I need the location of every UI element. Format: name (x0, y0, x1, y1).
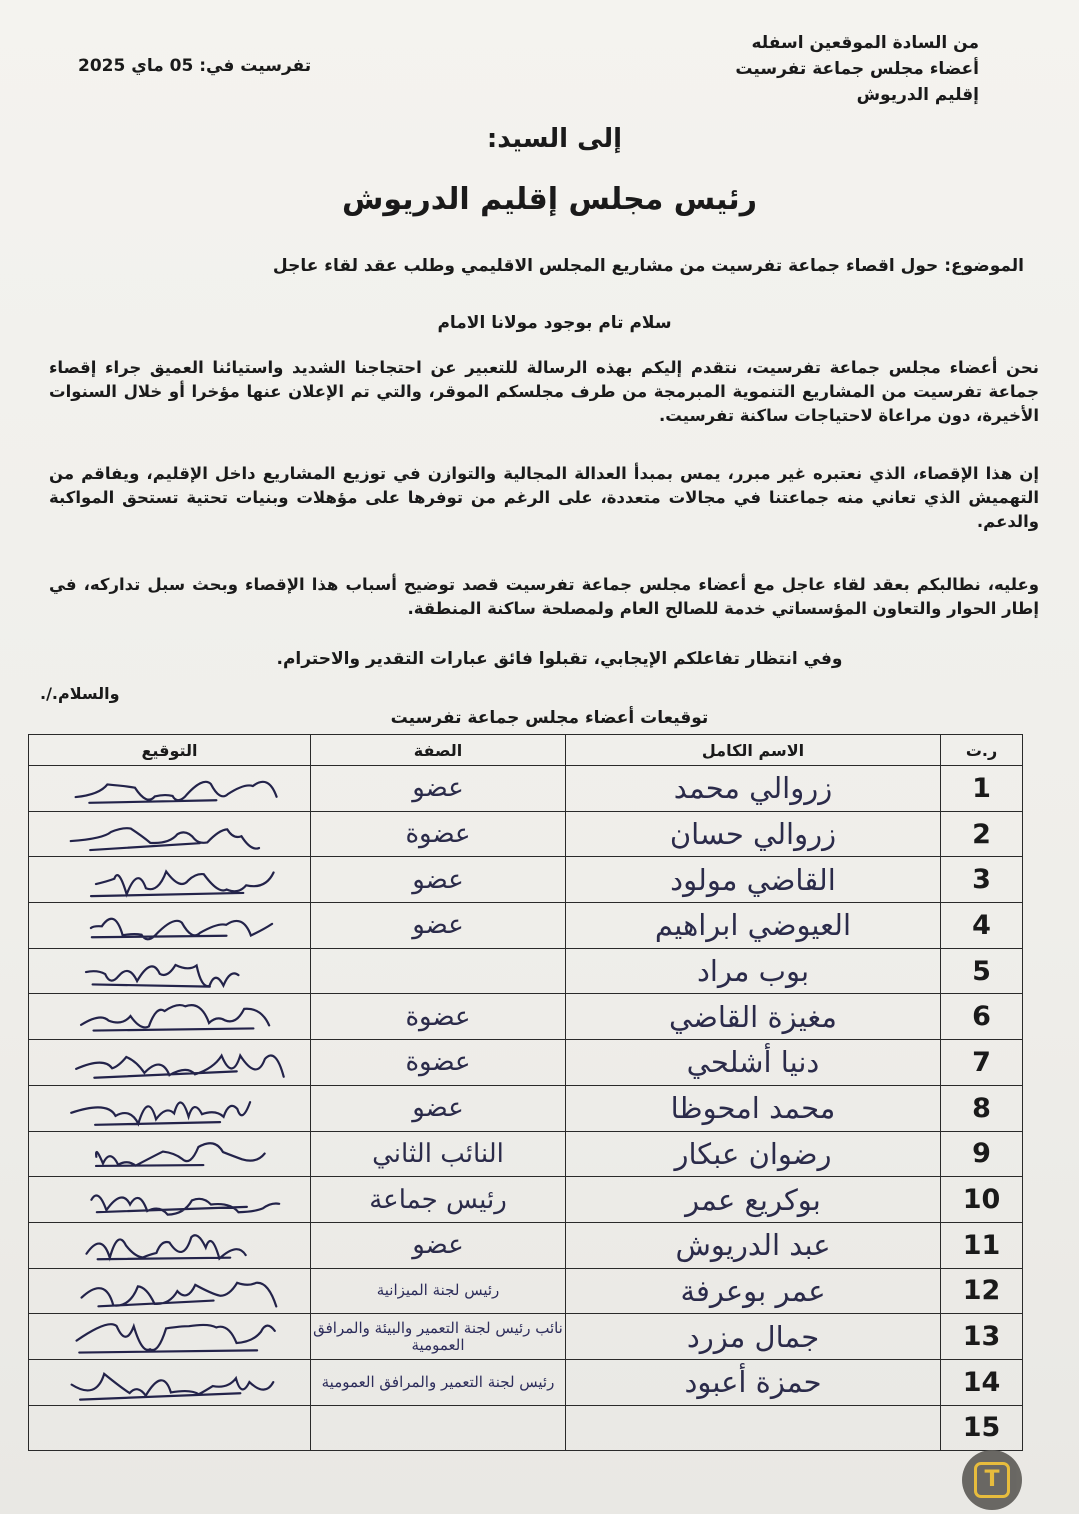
header-name: الاسم الكامل (566, 735, 941, 766)
row-number: 4 (941, 903, 1023, 949)
body-paragraph-1: نحن أعضاء مجلس جماعة تفرسيت، نتقدم إليكم بهذه الرسالة للتعبير عن احتجاجنا الشديد واستيائنا العميق جراء إقصاء جماعة تفرسيت من المشاريع التنموية المبرمجة من طرف مجلسكم الموقر، والتي تم الإعلان عنها مؤخرا أو خلال السنوات الأخيرة، دون مراعاة لاحتياجات ساكنة تفرسيت. (49, 358, 1039, 425)
row-number: 2 (941, 811, 1023, 857)
handwritten-signature (29, 1177, 310, 1222)
signature-stroke (96, 1143, 265, 1166)
signature-cell (29, 1222, 311, 1268)
signature-cell (29, 1085, 311, 1131)
table-header-row (29, 735, 1023, 766)
handwritten-signature (29, 994, 310, 1039)
header-role: الصفة (311, 735, 566, 766)
greeting: سلام تام بوجود مولانا الامام (437, 313, 672, 333)
row-number: 12 (941, 1268, 1023, 1314)
signatures-title: توقيعات أعضاء مجلس جماعة تفرسيت (390, 708, 709, 728)
subject-line: الموضوع: حول اقصاء جماعة تفرسيت من مشاريع المجلس الاقليمي وطلب عقد لقاء عاجل (272, 256, 1024, 276)
member-name: مغيزة القاضي (566, 994, 941, 1040)
handwritten-signature (29, 812, 310, 857)
member-name: القاضي مولود (566, 857, 941, 903)
member-name: العيوضي ابراهيم (566, 903, 941, 949)
member-role: عضو (311, 1085, 566, 1131)
member-name: بوب مراد (566, 948, 941, 994)
text-recognition-button[interactable] (962, 1450, 1022, 1510)
table-row (29, 1131, 1023, 1177)
signature-stroke (72, 1374, 274, 1400)
signatures-body (29, 766, 1023, 1451)
signature-stroke (86, 965, 238, 987)
handwritten-signature (29, 1132, 310, 1177)
member-name: بوكريع عمر (566, 1177, 941, 1223)
signature-cell (29, 994, 311, 1040)
signature-cell (29, 811, 311, 857)
member-role: رئيس لجنة التعمير والمرافق العمومية (311, 1359, 566, 1405)
body-paragraph-2: إن هذا الإقصاء، الذي نعتبره غير مبرر، يمس بمبدأ العدالة المجالية والتوازن في توزيع المشاريع داخل الإقليم، ويفاقم من التهميش الذي تعاني منه جماعتنا في مجالات متعددة، على الرغم من توفرها على مؤهلات وبنيات تحتية تستحق المواكبة والدعم. (49, 464, 1039, 531)
member-name: عبد الدريوش (566, 1222, 941, 1268)
member-role: رئيس لجنة الميزانية (311, 1268, 566, 1314)
handwritten-signature (29, 1040, 310, 1085)
closing-line: وفي انتظار تفاعلكم الإيجابي، تقبلوا فائق عبارات التقدير والاحترام. (276, 649, 843, 669)
member-role: عضو (311, 857, 566, 903)
signature-stroke (91, 1196, 279, 1215)
member-role: عضو (311, 766, 566, 812)
sender-line: أعضاء مجلس جماعة تفرسيت (735, 59, 979, 79)
signature-stroke (71, 1102, 250, 1125)
row-number: 15 (941, 1405, 1023, 1451)
signature-cell (29, 1040, 311, 1086)
table-row (29, 1040, 1023, 1086)
handwritten-signature (29, 857, 310, 902)
signature-cell (29, 948, 311, 994)
member-role: عضو (311, 903, 566, 949)
table-row (29, 903, 1023, 949)
handwritten-signature (29, 1269, 310, 1314)
member-role: عضوة (311, 1040, 566, 1086)
salutation: والسلام./. (40, 684, 120, 703)
member-name: رضوان عبكار (566, 1131, 941, 1177)
member-name: دنيا أشلحي (566, 1040, 941, 1086)
table-row (29, 857, 1023, 903)
sender-line: إقليم الدريوش (856, 85, 979, 105)
row-number: 11 (941, 1222, 1023, 1268)
member-name: جمال مزرد (566, 1314, 941, 1360)
signature-cell (29, 1405, 311, 1451)
member-role (311, 948, 566, 994)
handwritten-signature (29, 766, 310, 811)
signature-stroke (91, 872, 274, 897)
signature-stroke (81, 1006, 269, 1031)
signature-stroke (71, 828, 259, 850)
handwritten-signature (29, 903, 310, 948)
recipient-title: رئيس مجلس إقليم الدريوش (342, 182, 757, 217)
handwritten-signature (29, 1086, 310, 1131)
member-name (566, 1405, 941, 1451)
member-name: زروالي محمد (566, 766, 941, 812)
table-row (29, 766, 1023, 812)
row-number: 1 (941, 766, 1023, 812)
signature-cell (29, 1177, 311, 1223)
row-number: 9 (941, 1131, 1023, 1177)
row-number: 6 (941, 994, 1023, 1040)
row-number: 8 (941, 1085, 1023, 1131)
signature-cell (29, 1359, 311, 1405)
table-row (29, 1314, 1023, 1360)
signature-stroke (77, 1324, 275, 1352)
member-name: حمزة أعبود (566, 1359, 941, 1405)
row-number: 14 (941, 1359, 1023, 1405)
table-row (29, 1222, 1023, 1268)
signatures-table (28, 734, 1023, 1451)
handwritten-signature (29, 1360, 310, 1405)
header-num: ر.ت (941, 735, 1023, 766)
signature-cell (29, 903, 311, 949)
table-row (29, 1359, 1023, 1405)
row-number: 3 (941, 857, 1023, 903)
table-row (29, 1177, 1023, 1223)
signature-stroke (87, 1235, 246, 1259)
signature-cell (29, 766, 311, 812)
row-number: 13 (941, 1314, 1023, 1360)
row-number: 10 (941, 1177, 1023, 1223)
member-role: عضوة (311, 811, 566, 857)
signature-stroke (76, 782, 277, 803)
member-name: محمد امحوظا (566, 1085, 941, 1131)
member-name: زروالي حسان (566, 811, 941, 857)
handwritten-signature (29, 1314, 310, 1359)
member-role: عضوة (311, 994, 566, 1040)
signature-cell (29, 1314, 311, 1360)
table-row (29, 1405, 1023, 1451)
table-row (29, 948, 1023, 994)
header-signature: التوقيع (29, 735, 311, 766)
table-row (29, 1085, 1023, 1131)
sender-block (619, 30, 979, 108)
place-date: تفرسيت في: 05 ماي 2025 (78, 56, 312, 76)
member-role: نائب رئيس لجنة التعمير والبيئة والمرافق العمومية (311, 1314, 566, 1360)
table-row (29, 811, 1023, 857)
signature-stroke (91, 919, 272, 940)
member-role: عضو (311, 1222, 566, 1268)
handwritten-signature (29, 1223, 310, 1268)
member-role: النائب الثاني (311, 1131, 566, 1177)
signature-cell (29, 1268, 311, 1314)
text-recognition-icon: T (974, 1462, 1010, 1498)
member-role (311, 1405, 566, 1451)
member-name: عمر بوعرفة (566, 1268, 941, 1314)
recipient-label: إلى السيد: (486, 124, 623, 154)
row-number: 5 (941, 948, 1023, 994)
table-row (29, 994, 1023, 1040)
member-role: رئيس جماعة (311, 1177, 566, 1223)
signature-stroke (76, 1056, 284, 1078)
body-paragraph-3: وعليه، نطالبكم بعقد لقاء عاجل مع أعضاء مجلس جماعة تفرسيت قصد توضيح أسباب هذا الإقصاء وبحث سبل تداركه، في إطار الحوار والتعاون المؤسساتي خدمة للصالح العام ولمصلحة ساكنة المنطقة. (49, 575, 1039, 618)
table-row (29, 1268, 1023, 1314)
signature-stroke (82, 1282, 277, 1306)
signature-cell (29, 857, 311, 903)
sender-line: من السادة الموقعين اسفله (751, 33, 979, 53)
row-number: 7 (941, 1040, 1023, 1086)
signature-cell (29, 1131, 311, 1177)
handwritten-signature (29, 949, 310, 994)
